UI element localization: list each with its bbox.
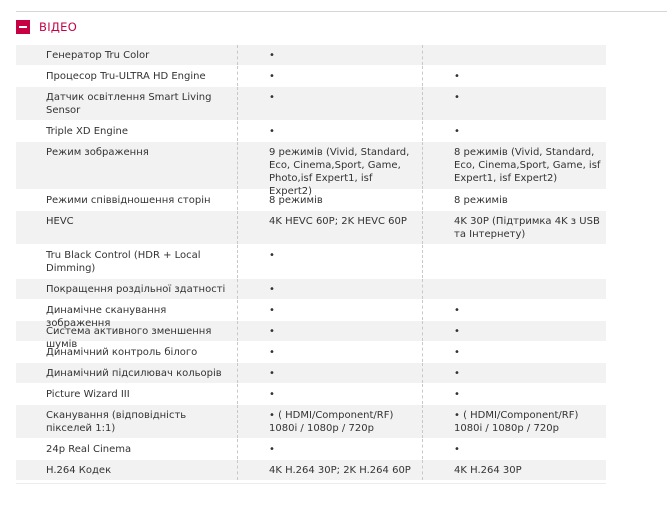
table-row bbox=[16, 87, 606, 121]
spec-label: Режим зображення bbox=[46, 147, 149, 158]
spec-value-model-1: • bbox=[237, 245, 422, 278]
spec-value-model-1: • bbox=[237, 321, 422, 341]
spec-value-model-2: • bbox=[422, 384, 606, 404]
table-row bbox=[16, 363, 606, 384]
spec-value-model-2: • bbox=[422, 363, 606, 383]
table-row bbox=[16, 66, 606, 87]
spec-label: Процесор Tru-ULTRA HD Engine bbox=[46, 71, 206, 82]
spec-label: Датчик освітлення Smart Living Sensor bbox=[46, 92, 212, 116]
spec-label: Система активного зменшення шумів bbox=[46, 326, 212, 350]
table-bottom-divider bbox=[16, 483, 606, 484]
table-row bbox=[16, 245, 606, 279]
section-header-video[interactable] bbox=[16, 19, 77, 35]
spec-value-model-2: • bbox=[422, 342, 606, 362]
table-row bbox=[16, 321, 606, 350]
spec-value-model-2: • bbox=[422, 321, 606, 341]
spec-value-model-1: 8 режимів bbox=[237, 190, 422, 210]
table-row bbox=[16, 384, 606, 405]
spec-label: Генератор Tru Color bbox=[46, 50, 150, 61]
table-row bbox=[16, 190, 606, 211]
spec-value-model-2: 8 режимів bbox=[422, 190, 606, 210]
section-divider bbox=[16, 11, 667, 12]
spec-value-model-2: • bbox=[422, 87, 606, 120]
spec-value-model-2: 4K 30P (Підтримка 4K з USB та Інтернету) bbox=[422, 211, 606, 244]
table-row bbox=[16, 460, 606, 481]
spec-value-model-1: • bbox=[237, 279, 422, 299]
spec-value-model-2: 4K H.264 30P bbox=[422, 460, 606, 480]
spec-value-model-1: 4K H.264 30P; 2K H.264 60P bbox=[237, 460, 422, 480]
spec-value-model-2: • bbox=[422, 121, 606, 141]
table-row bbox=[16, 439, 606, 460]
spec-value-model-2: • bbox=[422, 300, 606, 320]
spec-value-model-1: • bbox=[237, 342, 422, 362]
spec-value-model-2 bbox=[422, 279, 606, 299]
spec-value-model-1: • bbox=[237, 300, 422, 320]
spec-value-model-1: • bbox=[237, 87, 422, 120]
spec-value-model-1: • bbox=[237, 66, 422, 86]
spec-label: Tru Black Control (HDR + Local Dimming) bbox=[46, 250, 201, 274]
table-row bbox=[16, 211, 606, 245]
spec-table bbox=[16, 45, 606, 481]
spec-value-model-2 bbox=[422, 45, 606, 65]
spec-value-model-1: • bbox=[237, 121, 422, 141]
table-row bbox=[16, 45, 606, 66]
table-row bbox=[16, 279, 606, 300]
spec-value-model-2: • ( HDMI/Component/RF) 1080i / 1080p / 720p bbox=[422, 405, 606, 438]
spec-label: Режими співвідношення сторін bbox=[46, 195, 211, 206]
section-title: ВІДЕО bbox=[39, 20, 78, 34]
spec-value-model-1: • bbox=[237, 384, 422, 404]
spec-value-model-1: • bbox=[237, 363, 422, 383]
collapse-minus-icon[interactable] bbox=[16, 20, 30, 34]
spec-label: Динамічне сканування зображення bbox=[46, 305, 167, 329]
spec-label: Сканування (відповідність пікселей 1:1) bbox=[46, 410, 187, 434]
spec-value-model-2: 8 режимів (Vivid, Standard, Eco, Cinema,Sport, Game, isf Expert1, isf Expert2) bbox=[422, 142, 606, 189]
spec-label: Динамічний підсилювач кольорів bbox=[46, 368, 222, 379]
spec-label: HEVC bbox=[46, 216, 74, 227]
table-row bbox=[16, 342, 606, 363]
spec-value-model-1: 9 режимів (Vivid, Standard, Eco, Cinema,Sport, Game, Photo,isf Expert1, isf Expert2) bbox=[237, 142, 422, 189]
spec-value-model-2: • bbox=[422, 439, 606, 459]
table-row bbox=[16, 300, 606, 329]
table-row bbox=[16, 142, 606, 197]
spec-label: Triple XD Engine bbox=[46, 126, 128, 137]
spec-value-model-1: • ( HDMI/Component/RF) 1080i / 1080p / 720p bbox=[237, 405, 422, 438]
table-row bbox=[16, 405, 606, 439]
spec-label: Picture Wizard III bbox=[46, 389, 130, 400]
table-row bbox=[16, 121, 606, 142]
spec-label: Динамічний контроль білого bbox=[46, 347, 198, 358]
spec-value-model-1: • bbox=[237, 45, 422, 65]
spec-label: 24p Real Cinema bbox=[46, 444, 132, 455]
spec-value-model-1: 4K HEVC 60P; 2K HEVC 60P bbox=[237, 211, 422, 244]
spec-value-model-2 bbox=[422, 245, 606, 278]
spec-value-model-1: • bbox=[237, 439, 422, 459]
spec-label: Покращення роздільної здатності bbox=[46, 284, 226, 295]
spec-value-model-2: • bbox=[422, 66, 606, 86]
spec-label: H.264 Кодек bbox=[46, 465, 112, 476]
